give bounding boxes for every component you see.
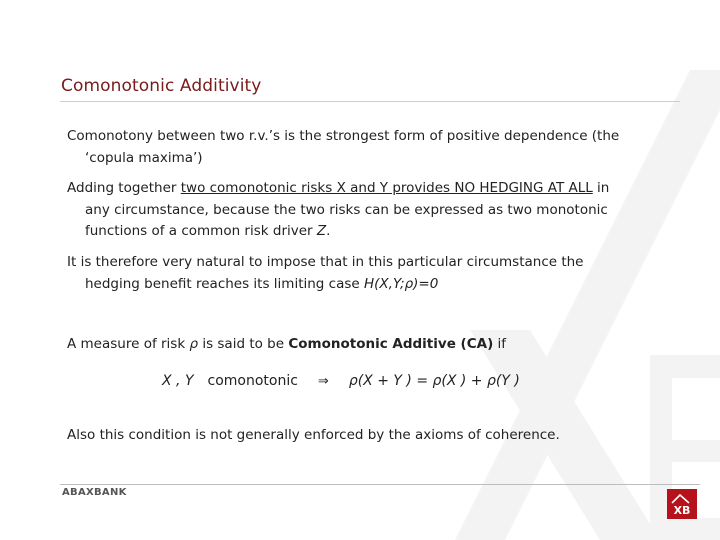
p2-line3: functions of a common risk driver Z. (85, 223, 331, 239)
p1-line2: ‘copula maxima’) (85, 149, 203, 166)
p2-risk-driver: Z (316, 223, 327, 239)
formula-expression: ρ(X + Y ) = ρ(X ) + ρ(Y ) (348, 373, 520, 389)
p3-line2: hedging benefit reaches its limiting case H(X,Y;ρ)=0 (85, 275, 439, 292)
xb-logo (667, 489, 697, 519)
paragraph-ca-definition: A measure of risk ρ is said to be Comonotonic Additive (CA) if (67, 336, 507, 352)
brand-name: ABAXBANK (62, 487, 127, 498)
slide-title: Comonotonic Additivity (61, 76, 262, 96)
p2-underlined: two comonotonic risks X and Y provides NO HEDGING AT ALL (180, 180, 593, 196)
p2-line2: any circumstance, because the two risks can be expressed as two monotonic (85, 201, 608, 218)
rho-symbol: ρ (189, 336, 199, 352)
ca-formula (162, 373, 520, 389)
paragraph-comonotony (67, 126, 677, 169)
footer-divider (60, 484, 700, 485)
paragraph-hedging-benefit (67, 252, 677, 295)
p2-pre: Adding together (67, 180, 181, 196)
logo-text: XB (673, 504, 691, 517)
formula-vars: X , Y (162, 373, 194, 389)
paragraph-no-hedging (67, 178, 677, 243)
ca-term: Comonotonic Additive (CA) (288, 336, 494, 352)
implies-arrow: ⇒ (317, 374, 329, 389)
formula-word: comonotonic (207, 373, 298, 389)
p3-limit-case: H(X,Y;ρ)=0 (364, 275, 439, 292)
p2-post: in (592, 180, 610, 196)
p3-line1: It is therefore very natural to impose that in this particular circumstance the (67, 254, 584, 270)
p1-line1: Comonotony between two r.v.’s is the strongest form of positive dependence (the (67, 128, 620, 144)
title-divider (60, 101, 680, 102)
paragraph-coherence: Also this condition is not generally enforced by the axioms of coherence. (67, 427, 560, 443)
